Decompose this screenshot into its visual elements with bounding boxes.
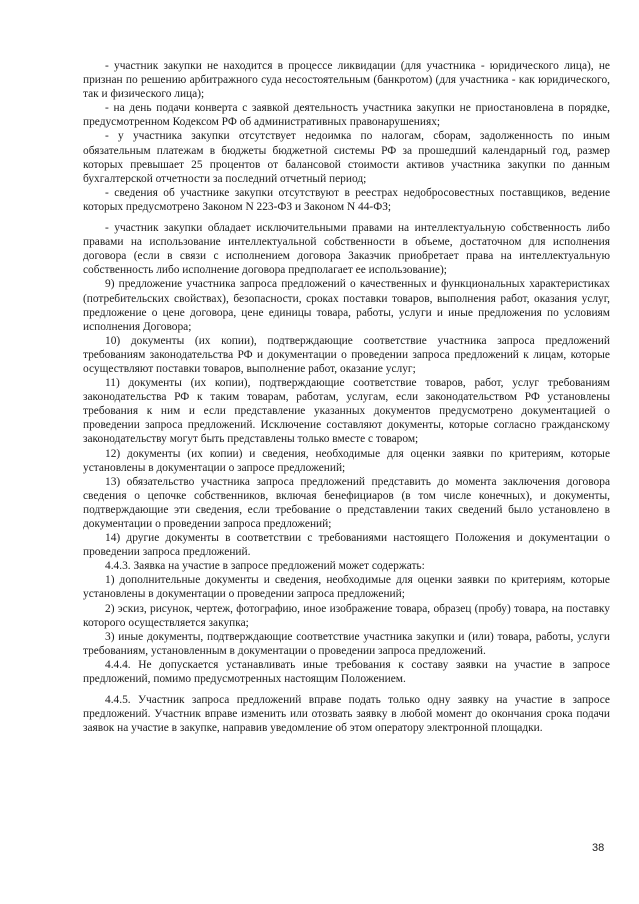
paragraph-activity-not-suspended: - на день подачи конверта с заявкой деятельность участника закупки не приостановлена в порядке, предусмотренном Кодексом РФ об административных правонарушениях; <box>83 102 610 129</box>
paragraph-intellectual-property: - участник закупки обладает исключительными правами на интеллектуальную собственность либо правами на использование интеллектуальной собственности в объеме, достаточном для исполнения договора (если в связи с исполнением договора Заказчик приобретает права на интеллектуальную собственность либо исполнение договора предполагает ее использование); <box>83 222 610 277</box>
paragraph-not-in-registry: - сведения об участнике закупки отсутствуют в реестрах недобросовестных поставщиков, ведение которых предусмотрено Законом N 223-ФЗ и Законом N 44-ФЗ; <box>83 186 610 213</box>
paragraph-item-10: 10) документы (их копии), подтверждающие соответствие участника запроса предложений требованиям законодательства РФ и документации о проведении запроса предложений к лицам, которые осуществляют поставки товаров, выполнение работ, оказание услуг; <box>83 334 610 375</box>
paragraph-item-13: 13) обязательство участника запроса предложений представить до момента заключения договора сведения о цепочке собственников, включая бенефициаров (в том числе конечных), и документы, подтверждающие эти сведения, если требование о представлении таких сведений было установлено в документации о проведении запроса предложений; <box>83 475 610 530</box>
paragraph-section-4-4-3: 4.4.3. Заявка на участие в запросе предложений может содержать: <box>105 560 425 573</box>
paragraph-item-11: 11) документы (их копии), подтверждающие соответствие товаров, работ, услуг требованиям законодательства РФ к таким товарам, работам, услугам, если законодательством РФ установлены требования к ним и если представление указанных документов предусмотрено документацией о проведении запроса предложений. Исключение составляют документы, которые согласно гражданскому законодательству могут быть представлены только вместе с товаром; <box>83 377 610 446</box>
page-number: 38 <box>592 842 605 854</box>
paragraph-section-4-4-4: 4.4.4. Не допускается устанавливать иные требования к составу заявки на участие в запросе предложений, помимо предусмотренных настоящим Положением. <box>83 658 610 686</box>
paragraph-liquidation: - участник закупки не находится в процессе ликвидации (для участника - юридического лица), не признан по решению арбитражного суда несостоятельным (банкротом) (для участника - как юридического, так и физического лица); <box>83 60 610 101</box>
paragraph-item-14: 14) другие документы в соответствии с требованиями настоящего Положения и документации о проведении запроса предложений. <box>83 532 610 559</box>
paragraph-section-4-4-5: 4.4.5. Участник запроса предложений вправе подать только одну заявку на участие в запросе предложений. Участник вправе изменить или отозвать заявку в любой момент до окончания срока подачи заявок на участие в закупке, направив уведомление об этом оператору электронной площадки. <box>83 694 610 735</box>
paragraph-item-9: 9) предложение участника запроса предложений о качественных и функциональных характеристиках (потребительских свойствах), безопасности, сроках поставки товаров, выполнения работ, оказания услуг, предложение о цене договора, цене единицы товара, работы, услуги и иные предложения по условиям исполнения Договора; <box>83 278 610 333</box>
paragraph-item-12: 12) документы (их копии) и сведения, необходимые для оценки заявки по критериям, которые установлены в документации о запросе предложений; <box>83 447 610 474</box>
paragraph-no-tax-arrears: - у участника закупки отсутствует недоимка по налогам, сборам, задолженность по иным обязательным платежам в бюджеты бюджетной системы РФ за прошедший календарный год, размер которых превышает 25 процентов от балансовой стоимости активов участника закупки по данным бухгалтерской отчетности за последний отчетный период; <box>83 130 610 185</box>
document-body <box>83 59 610 735</box>
paragraph-optional-1: 1) дополнительные документы и сведения, необходимые для оценки заявки по критериям, которые установлены в документации о проведении запроса предложений; <box>83 574 610 601</box>
paragraph-optional-3: 3) иные документы, подтверждающие соответствие участника закупки и (или) товара, работы, услуги требованиям, установленным в документации о проведении запроса предложений. <box>83 630 610 657</box>
paragraph-optional-2: 2) эскиз, рисунок, чертеж, фотографию, иное изображение товара, образец (пробу) товара, на поставку которого осуществляется закупка; <box>83 602 610 629</box>
